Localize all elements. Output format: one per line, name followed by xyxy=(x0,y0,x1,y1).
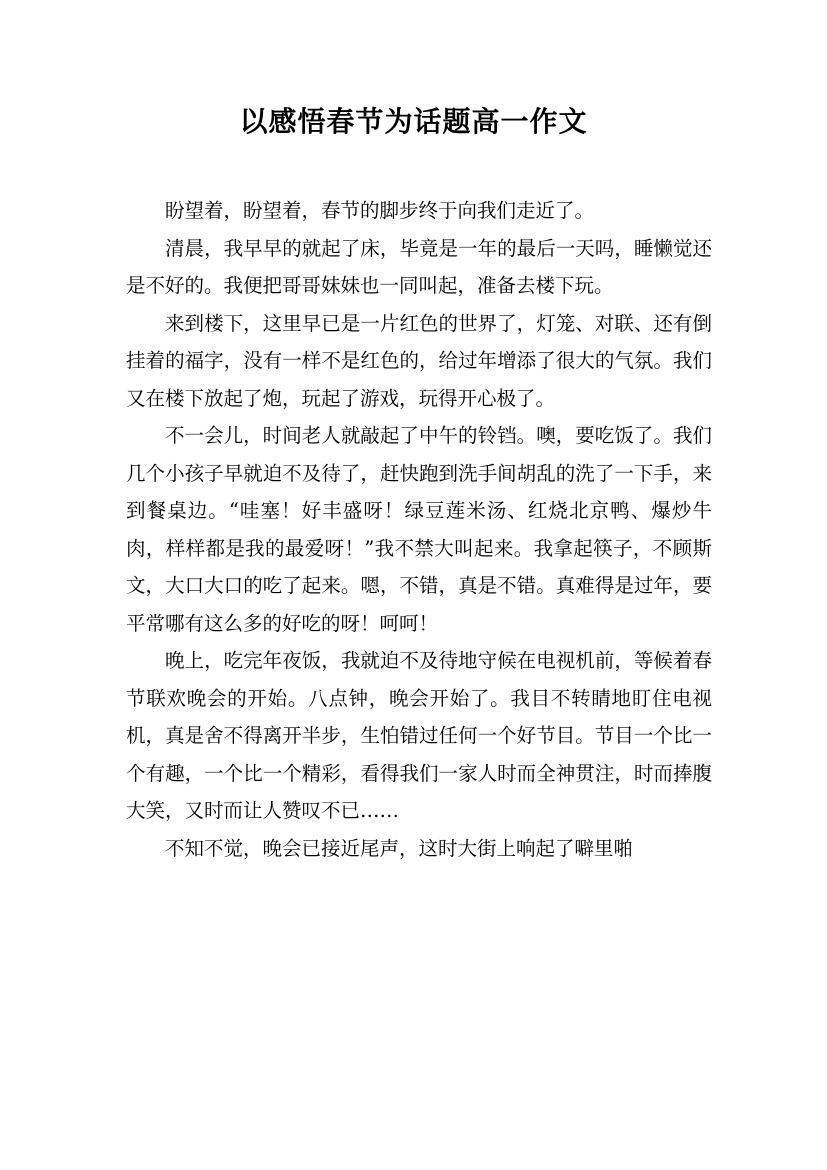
paragraph: 不知不觉，晚会已接近尾声，这时大街上响起了噼里啪 xyxy=(165,836,634,860)
paragraph: 来到楼下，这里早已是一片红色的世界了，灯笼、对联、还有倒挂着的福字，没有一样不是红色的，给过年增添了很大的气氛。我们又在楼下放起了炮，玩起了游戏，玩得开心极了。 xyxy=(126,311,712,410)
paragraph: 清晨，我早早的就起了床，毕竟是一年的最后一天吗，睡懒觉还是不好的。我便把哥哥妹妹也一同叫起，准备去楼下玩。 xyxy=(126,236,712,297)
document-title: 以感悟春节为话题高一作文 xyxy=(239,105,588,138)
document-body xyxy=(126,192,712,867)
paragraph: 晚上，吃完年夜饭，我就迫不及待地守候在电视机前，等候着春节联欢晚会的开始。八点钟，晚会开始了。我目不转睛地盯住电视机，真是舍不得离开半步，生怕错过任何一个好节目。节目一个比一个有趣，一个比一个精彩，看得我们一家人时而全神贯注，时而捧腹大笑，又时而让人赞叹不已…… xyxy=(126,649,712,822)
paragraph: 盼望着，盼望着，春节的脚步终于向我们走近了。 xyxy=(165,199,595,222)
paragraph: 不一会儿，时间老人就敲起了中午的铃铛。噢，要吃饭了。我们几个小孩子早就迫不及待了，赶快跑到洗手间胡乱的洗了一下手，来到餐桌边。“哇塞！好丰盛呀！绿豆莲米汤、红烧北京鸭、爆炒牛肉，样样都是我的最爱呀！”我不禁大叫起来。我拿起筷子，不顾斯文，大口大口的吃了起来。嗯，不错，真是不错。真难得是过年，要平常哪有这么多的好吃的呀！呵呵！ xyxy=(126,424,712,635)
